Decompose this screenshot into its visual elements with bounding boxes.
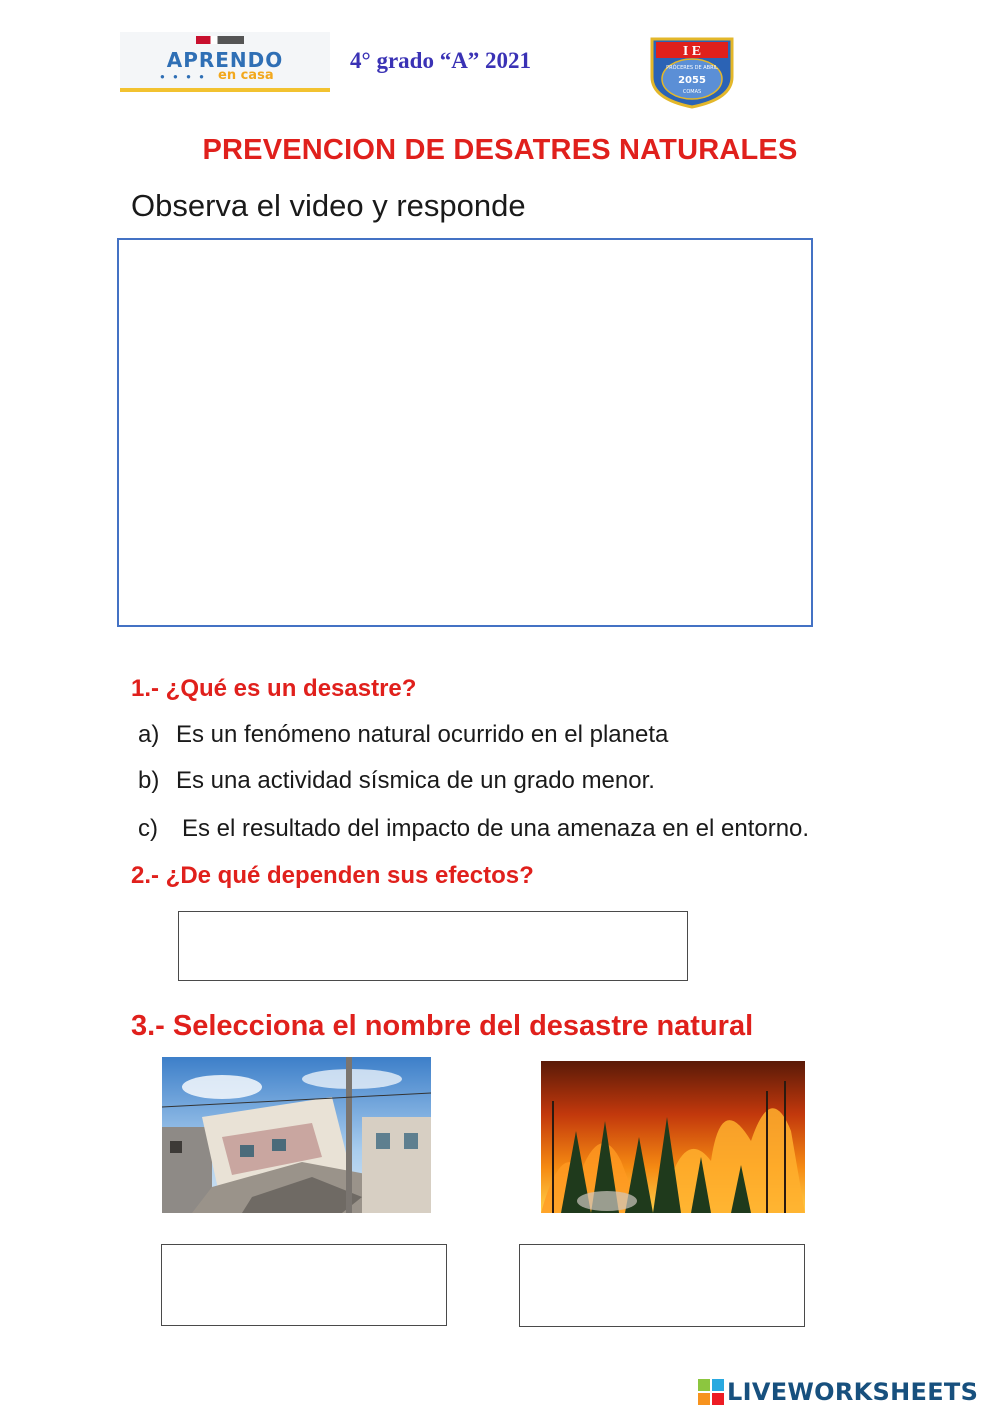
earthquake-collapsed-building-image <box>162 1057 431 1213</box>
option-letter: b) <box>138 767 160 794</box>
video-frame[interactable] <box>117 238 813 627</box>
question-3-answer-field-2[interactable] <box>519 1244 805 1327</box>
liveworksheets-brand <box>698 1378 978 1406</box>
shield-ie-text: I E <box>682 44 702 59</box>
aprendo-en-casa-logo <box>120 32 330 92</box>
question-1-option-a[interactable] <box>138 721 668 749</box>
question-2-title: 2.- ¿De qué dependen sus efectos? <box>131 862 534 889</box>
instruction-text: Observa el video y responde <box>131 188 526 223</box>
grade-label: 4° grado “A” 2021 <box>350 48 532 73</box>
forest-fire-image <box>541 1061 805 1213</box>
school-shield-logo <box>646 33 738 109</box>
logo-en-casa-word: en casa <box>218 68 274 83</box>
shield-comas-text: COMAS <box>682 89 702 95</box>
logo-dots-icon: ● ● ● ● <box>160 72 207 81</box>
question-1-option-c[interactable] <box>138 815 809 843</box>
question-1-title: 1.- ¿Qué es un desastre? <box>131 675 417 702</box>
liveworksheets-text: LIVEWORKSHEETS <box>727 1378 979 1406</box>
logo-aprendo-word: APRENDO <box>166 48 284 72</box>
shield-number: 2055 <box>678 75 706 86</box>
option-text: Es el resultado del impacto de una amenaza en el entorno. <box>182 815 810 842</box>
shield-arc-text: PRÓCERES DE ABRIL <box>666 65 718 71</box>
question-2-answer-field[interactable] <box>178 911 688 981</box>
option-text: Es un fenómeno natural ocurrido en el planeta <box>176 721 669 748</box>
option-letter: c) <box>138 815 158 842</box>
option-letter: a) <box>138 721 160 748</box>
liveworksheets-logo-icon <box>698 1379 724 1405</box>
worksheet-title: PREVENCION DE DESATRES NATURALES <box>202 134 798 166</box>
question-3-title: 3.- Selecciona el nombre del desastre natural <box>131 1010 754 1042</box>
question-3-answer-field-1[interactable] <box>161 1244 447 1326</box>
option-text: Es una actividad sísmica de un grado menor. <box>176 767 655 794</box>
question-1-option-b[interactable] <box>138 767 655 795</box>
peru-flag-icon <box>196 36 244 44</box>
